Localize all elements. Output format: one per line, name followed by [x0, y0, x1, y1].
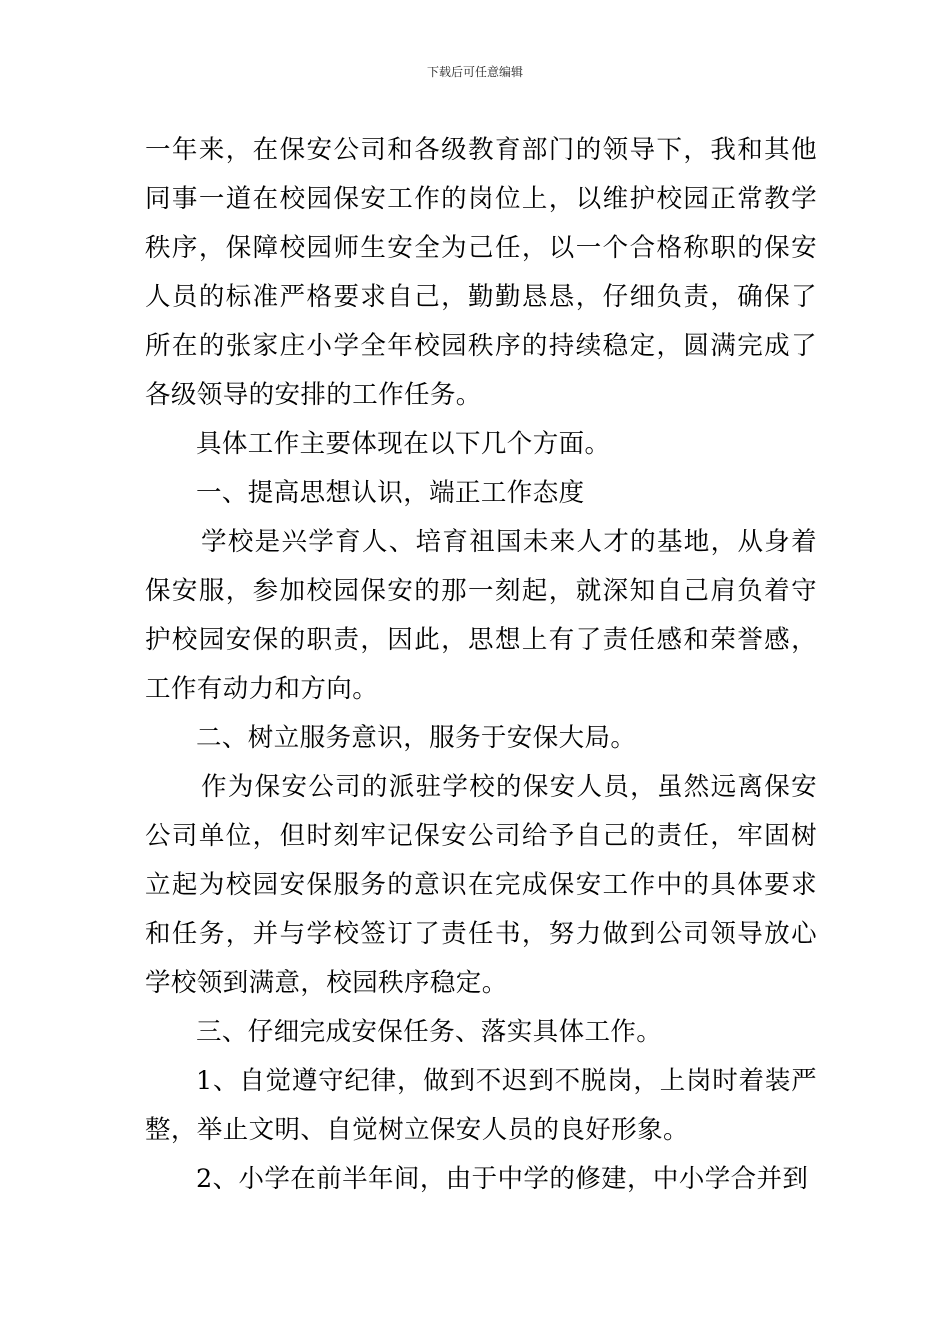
list-item-2: 2、小学在前半年间，由于中学的修建，中小学合并到	[196, 1164, 809, 1194]
paragraph-section-1: 学校是兴学育人、培育祖国未来人才的基地，从身着保安服，参加校园保安的那一刻起，就深知自己肩负着守护校园安保的职责，因此，思想上有了责任感和荣誉感，工作有动力和方向。	[145, 527, 817, 704]
section-heading-1: 一、提高思想认识，端正工作态度	[196, 478, 585, 508]
paragraph-intro: 一年来，在保安公司和各级教育部门的领导下，我和其他同事一道在校园保安工作的岗位上，以维护校园正常教学秩序，保障校园师生安全为己任，以一个合格称职的保安人员的标准严格要求自己，勤勤恳恳，仔细负责，确保了所在的张家庄小学全年校园秩序的持续稳定，圆满完成了各级领导的安排的工作任务。	[145, 135, 817, 410]
page-header: 下载后可任意编辑	[426, 65, 523, 79]
paragraph-overview: 具体工作主要体现在以下几个方面。	[196, 429, 611, 459]
document-body	[145, 126, 817, 1204]
section-heading-2: 二、树立服务意识，服务于安保大局。	[196, 723, 637, 753]
paragraph-section-2: 作为保安公司的派驻学校的保安人员，虽然远离保安公司单位，但时刻牢记保安公司给予自己的责任，牢固树立起为校园安保服务的意识在完成保安工作中的具体要求和任务，并与学校签订了责任书，努力做到公司领导放心学校领到满意，校园秩序稳定。	[145, 772, 817, 998]
list-item-1: 1、自觉遵守纪律，做到不迟到不脱岗，上岗时着装严整，举止文明、自觉树立保安人员的良好形象。	[145, 1066, 817, 1145]
section-heading-3: 三、仔细完成安保任务、落实具体工作。	[196, 1017, 663, 1047]
